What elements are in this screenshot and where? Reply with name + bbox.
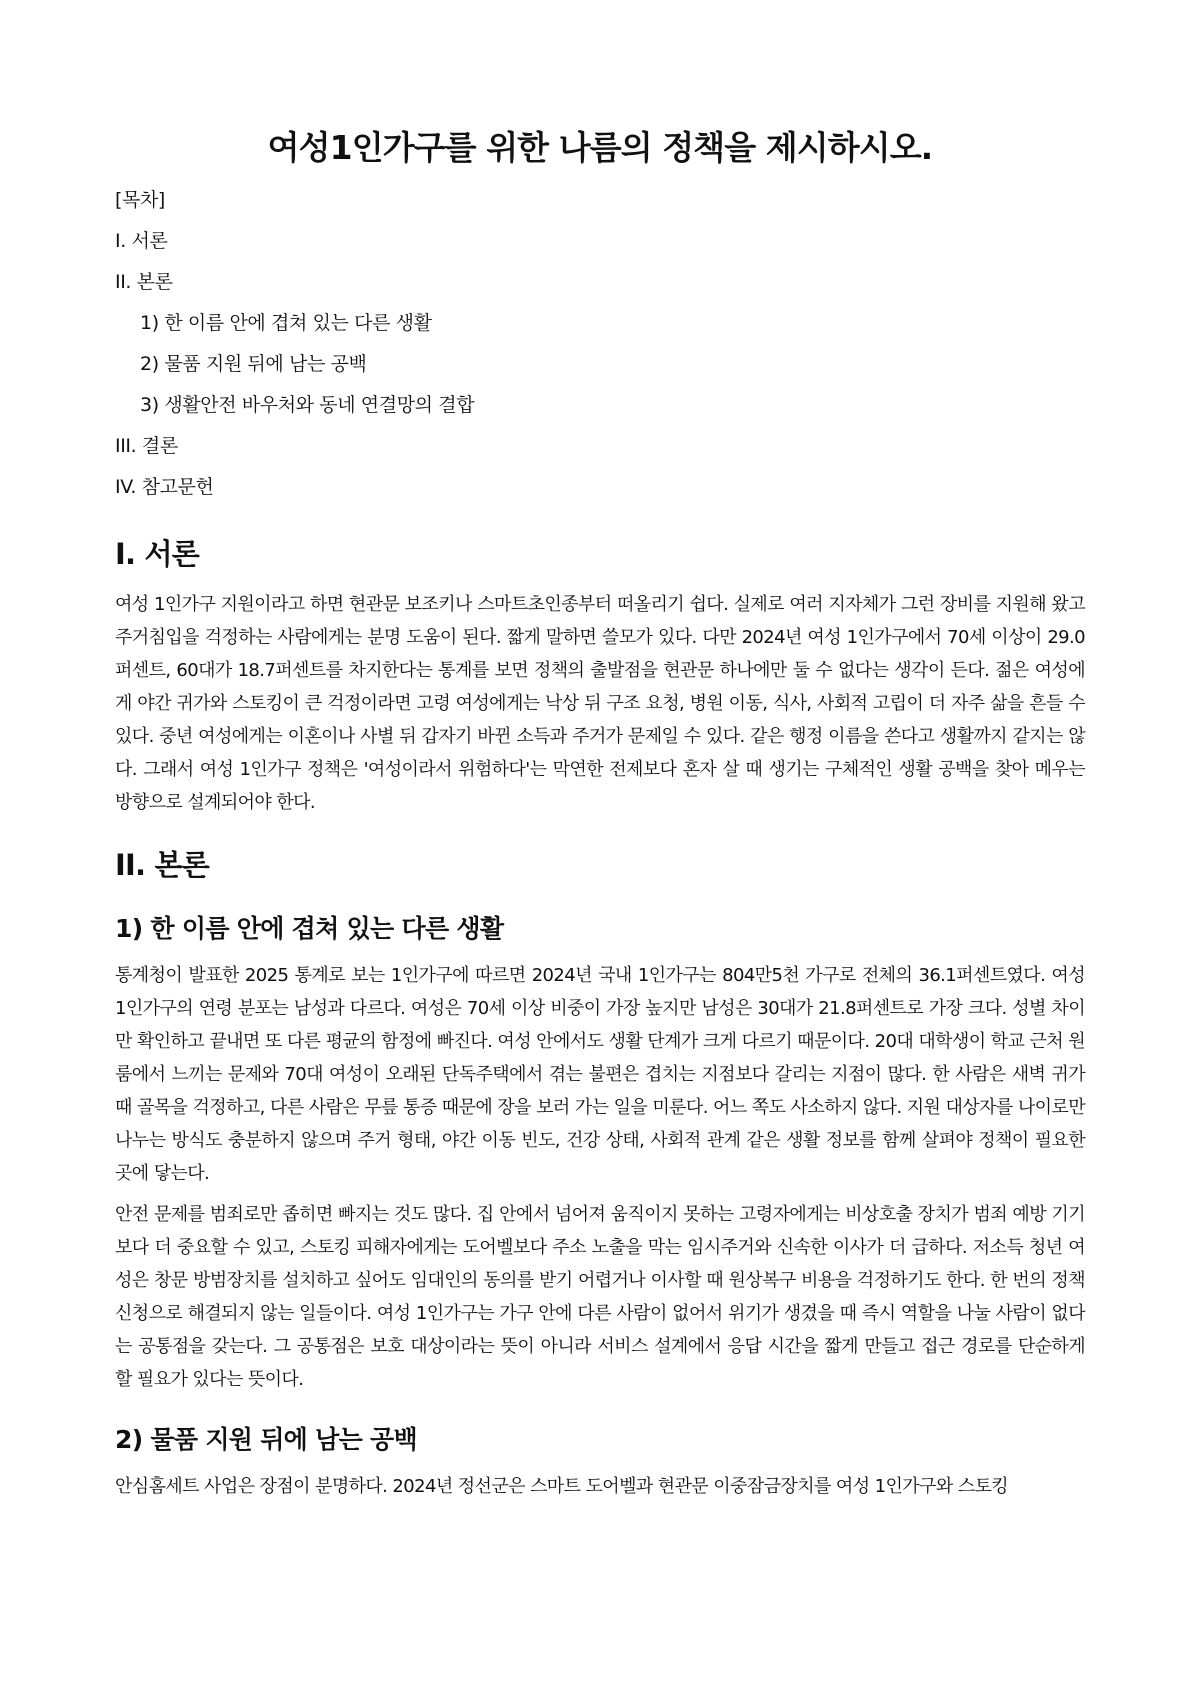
toc-item-references: IV. 참고문헌 [115, 476, 214, 498]
section-heading-introduction: I. 서론 [115, 537, 199, 571]
toc-heading: [목차] [115, 189, 165, 211]
introduction-paragraph: 여성 1인가구 지원이라고 하면 현관문 보조키나 스마트초인종부터 떠올리기 쉽다. 실제로 여러 지자체가 그런 장비를 지원해 왔고 주거침입을 걱정하는 사람에게는 분명 도움이 된다. 짧게 말하면 쓸모가 있다. 다만 2024년 여성 1인가구에서 70세 이상이 29.0퍼센트, 60대가 18.7퍼센트를 차지한다는 통계를 보면 정책의 출발점을 현관문 하나에만 둘 수 없다는 생각이 든다. 젊은 여성에게 야간 귀가와 스토킹이 큰 걱정이라면 고령 여성에게는 낙상 뒤 구조 요청, 병원 이동, 식사, 사회적 고립이 더 자주 삶을 흔들 수 있다. 중년 여성에게는 이혼이나 사별 뒤 갑자기 바뀐 소득과 주거가 문제일 수 있다. 같은 행정 이름을 쓴다고 생활까지 같지는 않다. 그래서 여성 1인가구 정책은 '여성이라서 위험하다'는 막연한 전제보다 혼자 살 때 생기는 구체적인 생활 공백을 찾아 메우는 방향으로 설계되어야 한다. [115, 594, 1085, 813]
toc-item-body-sub-3: 3) 생활안전 바우처와 동네 연결망의 결합 [140, 394, 475, 416]
subsection-heading-2: 2) 물품 지원 뒤에 남는 공백 [115, 1425, 417, 1454]
table-of-contents [115, 180, 1085, 508]
subsection-2-paragraph-1: 안심홈세트 사업은 장점이 분명하다. 2024년 정선군은 스마트 도어벨과 현관문 이중잠금장치를 여성 1인가구와 스토킹 [115, 1476, 1009, 1497]
toc-item-body-sub-2: 2) 물품 지원 뒤에 남는 공백 [140, 353, 367, 375]
subsection-1-paragraph-2: 안전 문제를 범죄로만 좁히면 빠지는 것도 많다. 집 안에서 넘어져 움직이지 못하는 고령자에게는 비상호출 장치가 범죄 예방 기기보다 더 중요할 수 있고, 스토킹 피해자에게는 도어벨보다 주소 노출을 막는 임시주거와 신속한 이사가 더 급하다. 저소득 청년 여성은 창문 방범장치를 설치하고 싶어도 임대인의 동의를 받기 어렵거나 이사할 때 원상복구 비용을 걱정하기도 한다. 한 번의 정책 신청으로 해결되지 않는 일들이다. 여성 1인가구는 가구 안에 다른 사람이 없어서 위기가 생겼을 때 즉시 역할을 나눌 사람이 없다는 공통점을 갖는다. 그 공통점은 보호 대상이라는 뜻이 아니라 서비스 설계에서 응답 시간을 짧게 만들고 접근 경로를 단순하게 할 필요가 있다는 뜻이다. [115, 1204, 1085, 1390]
toc-item-conclusion: III. 결론 [115, 435, 178, 457]
toc-item-body: II. 본론 [115, 271, 173, 293]
section-heading-body: II. 본론 [115, 848, 209, 882]
subsection-1-paragraph-1: 통계청이 발표한 2025 통계로 보는 1인가구에 따르면 2024년 국내 1인가구는 804만5천 가구로 전체의 36.1퍼센트였다. 여성 1인가구의 연령 분포는 남성과 다르다. 여성은 70세 이상 비중이 가장 높지만 남성은 30대가 21.8퍼센트로 가장 크다. 성별 차이만 확인하고 끝내면 또 다른 평균의 함정에 빠진다. 여성 안에서도 생활 단계가 크게 다르기 때문이다. 20대 대학생이 학교 근처 원룸에서 느끼는 문제와 70대 여성이 오래된 단독주택에서 겪는 불편은 겹치는 지점보다 갈리는 지점이 많다. 한 사람은 새벽 귀가 때 골목을 걱정하고, 다른 사람은 무릎 통증 때문에 장을 보러 가는 일을 미룬다. 어느 쪽도 사소하지 않다. 지원 대상자를 나이로만 나누는 방식도 충분하지 않으며 주거 형태, 야간 이동 빈도, 건강 상태, 사회적 관계 같은 생활 정보를 함께 살펴야 정책이 필요한 곳에 닿는다. [115, 965, 1085, 1184]
toc-item-body-sub-1: 1) 한 이름 안에 겹쳐 있는 다른 생활 [140, 312, 432, 334]
subsection-heading-1: 1) 한 이름 안에 겹쳐 있는 다른 생활 [115, 914, 504, 943]
document-title: 여성1인가구를 위한 나름의 정책을 제시하시오. [267, 128, 933, 167]
toc-item-introduction: I. 서론 [115, 230, 168, 252]
